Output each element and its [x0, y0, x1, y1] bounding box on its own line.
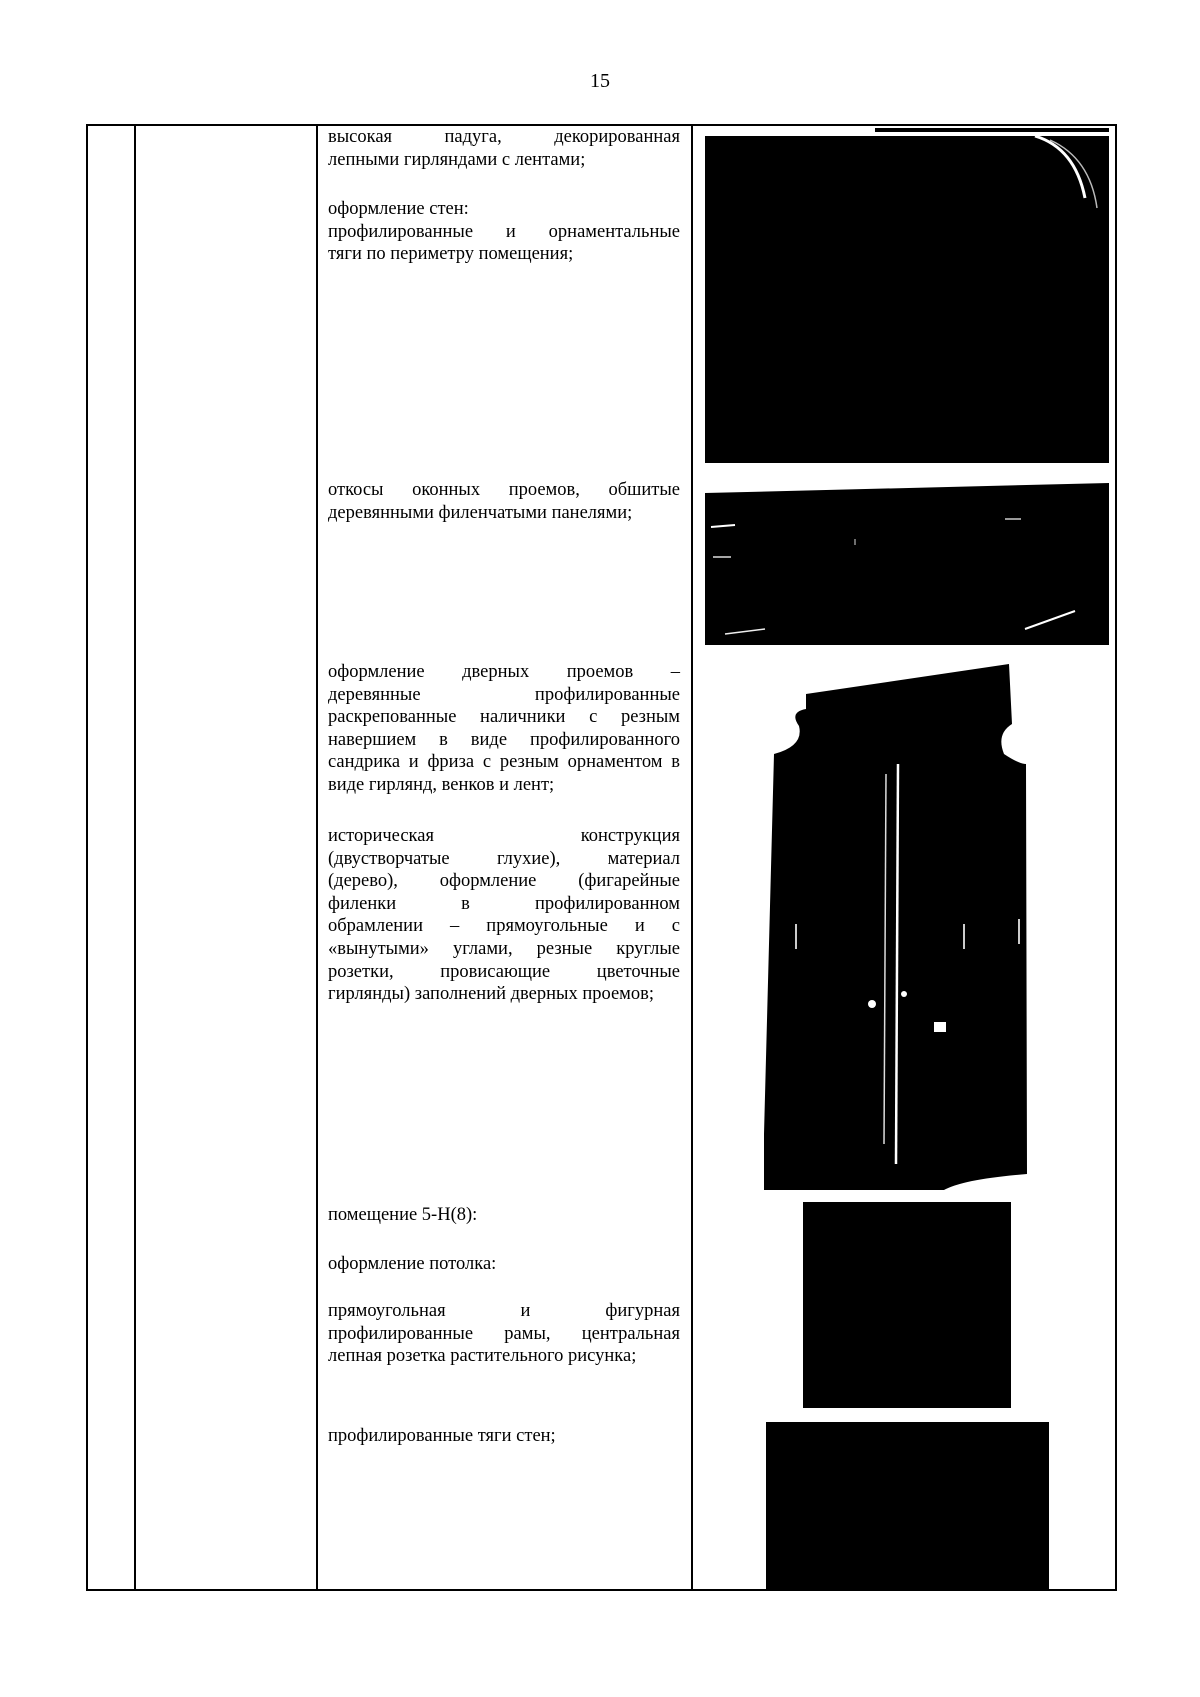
- text-line: профилированные рамы, центральная: [328, 1323, 680, 1344]
- text-line: виде гирлянд, венков и лент;: [328, 774, 555, 795]
- text-line: прямоугольная и фигурная: [328, 1301, 680, 1321]
- text-line: розетки, провисающие цветочные: [328, 961, 680, 982]
- description-block: [328, 1425, 680, 1448]
- text-line: деревянные профилированные: [328, 684, 680, 705]
- text-line: сандрика и фриза с резным орнаментом в: [328, 752, 680, 773]
- text-line: лепная розетка растительного рисунка;: [328, 1346, 637, 1367]
- description-block: [328, 1253, 680, 1276]
- text-line: тяги по периметру помещения;: [328, 244, 574, 265]
- text-line: (двустворчатые глухие), материал: [328, 848, 680, 869]
- text-line: оформление потолка:: [328, 1254, 497, 1274]
- room-heading: [328, 1204, 680, 1227]
- text-line: обрамлении – прямоугольные и с: [328, 916, 680, 937]
- column-divider: [691, 126, 693, 1589]
- ceiling-cove-photo: [705, 128, 1109, 463]
- text-line: высокая падуга, декорированная: [328, 127, 680, 147]
- description-block: [328, 661, 680, 797]
- text-line: профилированные и орнаментальные: [328, 221, 680, 242]
- text-line: оформление стен:: [328, 199, 469, 219]
- wall-moulding-photo: [766, 1422, 1049, 1589]
- description-block: [328, 825, 680, 1006]
- text-line: филенки в профилированном: [328, 893, 680, 914]
- text-line: помещение 5-Н(8):: [328, 1205, 478, 1225]
- text-line: историческая конструкция: [328, 826, 680, 846]
- text-line: (дерево), оформление (фигарейные: [328, 871, 680, 892]
- text-line: лепными гирляндами с лентами;: [328, 149, 586, 170]
- window-reveal-photo: [705, 479, 1109, 645]
- ceiling-rosette-photo: [803, 1202, 1011, 1408]
- text-line: «вынутыми» углами, резные круглые: [328, 938, 680, 959]
- door-photo: [764, 664, 1049, 1190]
- text-line: навершием в виде профилированного: [328, 729, 680, 750]
- text-line: оформление дверных проемов –: [328, 662, 680, 682]
- text-line: деревянными филенчатыми панелями;: [328, 502, 633, 523]
- description-block: [328, 1300, 680, 1368]
- column-divider: [316, 126, 318, 1589]
- text-line: откосы оконных проемов, обшитые: [328, 480, 680, 500]
- page-number: 15: [590, 70, 610, 92]
- text-line: раскрепованные наличники с резным: [328, 707, 680, 728]
- column-divider: [134, 126, 136, 1589]
- description-block: [328, 126, 680, 171]
- text-line: гирлянды) заполнений дверных проемов;: [328, 984, 654, 1005]
- description-block: [328, 198, 680, 266]
- text-line: профилированные тяги стен;: [328, 1426, 556, 1446]
- description-block: [328, 479, 680, 524]
